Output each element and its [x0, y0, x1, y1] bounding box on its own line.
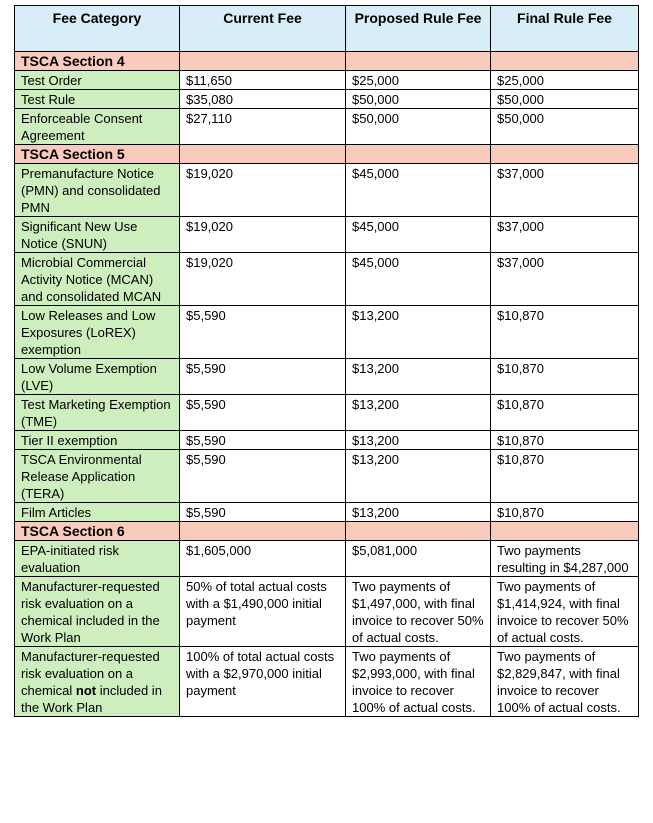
section-row-4: [15, 52, 639, 71]
current-fee: $5,590: [180, 431, 346, 450]
table-row: [15, 109, 639, 145]
table-row: [15, 395, 639, 431]
header-fee-category: Fee Category: [15, 6, 180, 52]
table-row: [15, 217, 639, 253]
category-text: included in the Work Plan: [21, 683, 162, 715]
table-row: [15, 253, 639, 306]
fee-category: Microbial Commercial Activity Notice (MCAN) and consolidated MCAN: [15, 253, 180, 306]
fee-category: [15, 647, 180, 717]
fee-category: Low Volume Exemption (LVE): [15, 359, 180, 395]
final-fee: Two payments resulting in $4,287,000: [491, 541, 639, 577]
proposed-fee: $13,200: [346, 359, 491, 395]
proposed-fee: $45,000: [346, 253, 491, 306]
section-row-6: [15, 522, 639, 541]
proposed-fee: $25,000: [346, 71, 491, 90]
section-row-5: [15, 145, 639, 164]
current-fee: $19,020: [180, 253, 346, 306]
fee-category: TSCA Environmental Release Application (TERA): [15, 450, 180, 503]
final-fee: $10,870: [491, 395, 639, 431]
header-row: [15, 6, 639, 52]
current-fee: $19,020: [180, 217, 346, 253]
table-row: [15, 503, 639, 522]
fee-category: Significant New Use Notice (SNUN): [15, 217, 180, 253]
header-final-rule-fee: Final Rule Fee: [491, 6, 639, 52]
final-fee: $50,000: [491, 109, 639, 145]
fee-category: Premanufacture Notice (PMN) and consolidated PMN: [15, 164, 180, 217]
final-fee: $25,000: [491, 71, 639, 90]
proposed-fee: Two payments of $1,497,000, with final invoice to recover 50% of actual costs.: [346, 577, 491, 647]
section-label: TSCA Section 6: [15, 522, 180, 541]
current-fee: 100% of total actual costs with a $2,970,000 initial payment: [180, 647, 346, 717]
category-text: Manufacturer-requested risk evaluation on a chemical: [21, 649, 160, 698]
current-fee: $5,590: [180, 503, 346, 522]
final-fee: $50,000: [491, 90, 639, 109]
table-row: [15, 450, 639, 503]
final-fee: $37,000: [491, 164, 639, 217]
final-fee: $10,870: [491, 431, 639, 450]
table-row: [15, 164, 639, 217]
final-fee: $10,870: [491, 306, 639, 359]
current-fee: $5,590: [180, 306, 346, 359]
fee-category: Manufacturer-requested risk evaluation on a chemical included in the Work Plan: [15, 577, 180, 647]
category-emphasis: not: [75, 683, 97, 698]
header-proposed-rule-fee: Proposed Rule Fee: [346, 6, 491, 52]
fee-category: Low Releases and Low Exposures (LoREX) exemption: [15, 306, 180, 359]
fee-table: [14, 5, 639, 717]
final-fee: Two payments of $1,414,924, with final invoice to recover 50% of actual costs.: [491, 577, 639, 647]
proposed-fee: $5,081,000: [346, 541, 491, 577]
proposed-fee: $13,200: [346, 431, 491, 450]
fee-category: Test Marketing Exemption (TME): [15, 395, 180, 431]
proposed-fee: $13,200: [346, 395, 491, 431]
proposed-fee: $13,200: [346, 503, 491, 522]
table-row: [15, 647, 639, 717]
proposed-fee: $50,000: [346, 90, 491, 109]
table-row: [15, 306, 639, 359]
current-fee: $5,590: [180, 359, 346, 395]
section-label: TSCA Section 4: [15, 52, 180, 71]
table-row: [15, 577, 639, 647]
header-current-fee: Current Fee: [180, 6, 346, 52]
current-fee: $5,590: [180, 395, 346, 431]
proposed-fee: $13,200: [346, 450, 491, 503]
current-fee: 50% of total actual costs with a $1,490,000 initial payment: [180, 577, 346, 647]
current-fee: $5,590: [180, 450, 346, 503]
proposed-fee: $45,000: [346, 217, 491, 253]
table-row: [15, 431, 639, 450]
current-fee: $11,650: [180, 71, 346, 90]
final-fee: Two payments of $2,829,847, with final invoice to recover 100% of actual costs.: [491, 647, 639, 717]
fee-category: Tier II exemption: [15, 431, 180, 450]
final-fee: $10,870: [491, 359, 639, 395]
current-fee: $27,110: [180, 109, 346, 145]
fee-category: EPA-initiated risk evaluation: [15, 541, 180, 577]
final-fee: $37,000: [491, 217, 639, 253]
section-label: TSCA Section 5: [15, 145, 180, 164]
fee-category: Enforceable Consent Agreement: [15, 109, 180, 145]
table-row: [15, 90, 639, 109]
fee-category: Film Articles: [15, 503, 180, 522]
current-fee: $35,080: [180, 90, 346, 109]
proposed-fee: $13,200: [346, 306, 491, 359]
proposed-fee: $50,000: [346, 109, 491, 145]
table-row: [15, 359, 639, 395]
final-fee: $37,000: [491, 253, 639, 306]
table-row: [15, 71, 639, 90]
proposed-fee: Two payments of $2,993,000, with final invoice to recover 100% of actual costs.: [346, 647, 491, 717]
final-fee: $10,870: [491, 450, 639, 503]
current-fee: $19,020: [180, 164, 346, 217]
current-fee: $1,605,000: [180, 541, 346, 577]
table-row: [15, 541, 639, 577]
final-fee: $10,870: [491, 503, 639, 522]
fee-category: Test Order: [15, 71, 180, 90]
proposed-fee: $45,000: [346, 164, 491, 217]
fee-category: Test Rule: [15, 90, 180, 109]
